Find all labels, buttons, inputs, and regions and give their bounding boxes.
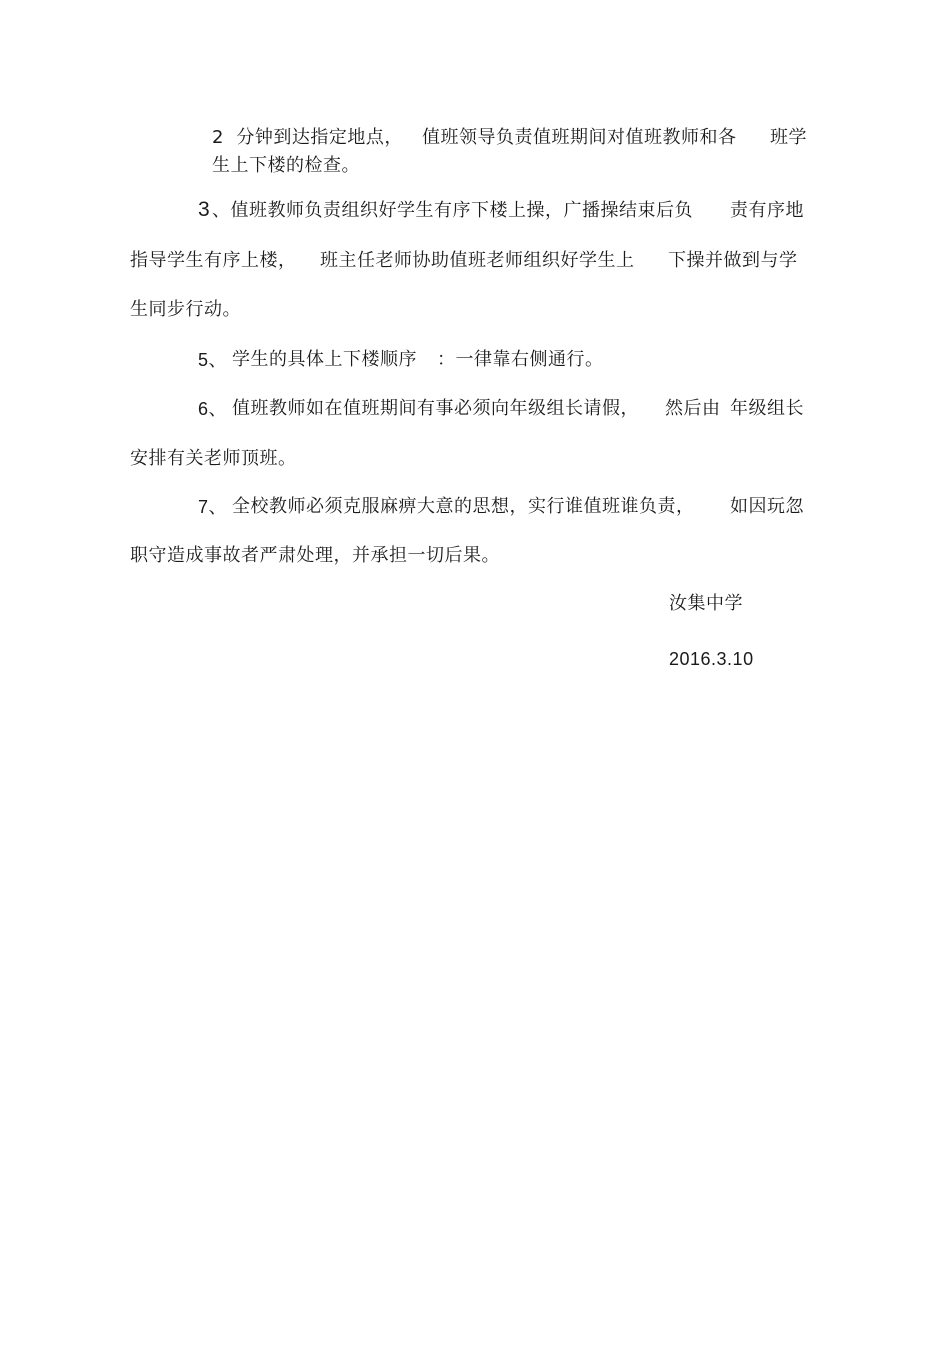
para-2-line-1b: 值班领导负责值班期间对值班教师和各 — [422, 127, 737, 148]
para-7-line-1a: 全校教师必须克服麻痹大意的思想，实行谁值班谁负责， — [232, 496, 695, 517]
para-2-line-2: 生上下楼的检查。 — [212, 155, 360, 176]
para-3-line-2b: 班主任老师协助值班老师组织好学生上 — [320, 250, 635, 271]
para-7-line-2: 职守造成事故者严肃处理，并承担一切后果。 — [130, 545, 500, 566]
para-2-line-1c: 班学 — [770, 127, 807, 148]
para-3-line-1a: 、值班教师负责组织好学生有序下楼上操，广播操结束后负 — [212, 200, 693, 221]
para-6-line-1c: 年级组长 — [730, 398, 804, 419]
para-5-text-a: 学生的具体上下楼顺序 — [232, 349, 417, 370]
para-6-number: 6、 — [198, 399, 228, 419]
para-5-number: 5、 — [198, 350, 228, 370]
para-3-line-3: 生同步行动。 — [130, 299, 241, 320]
para-7-number: 7、 — [198, 497, 228, 517]
para-6-line-2: 安排有关老师顶班。 — [130, 448, 297, 469]
para-3-line-2a: 指导学生有序上楼， — [130, 250, 297, 271]
para-3-line-1b: 责有序地 — [730, 200, 804, 221]
signature-school: 汝集中学 — [669, 593, 743, 614]
para-2-line-1a: 2 分钟到达指定地点， — [212, 127, 403, 148]
para-3-number: 3 — [198, 198, 211, 221]
para-5-text-b: ：一律靠右侧通行。 — [437, 349, 604, 370]
para-7-line-1b: 如因玩忽 — [730, 496, 804, 517]
signature-date: 2016.3.10 — [669, 649, 754, 669]
para-3-line-2c: 下操并做到与学 — [668, 250, 798, 271]
para-6-line-1a: 值班教师如在值班期间有事必须向年级组长请假， — [232, 398, 639, 419]
para-6-line-1b: 然后由 — [665, 398, 721, 419]
